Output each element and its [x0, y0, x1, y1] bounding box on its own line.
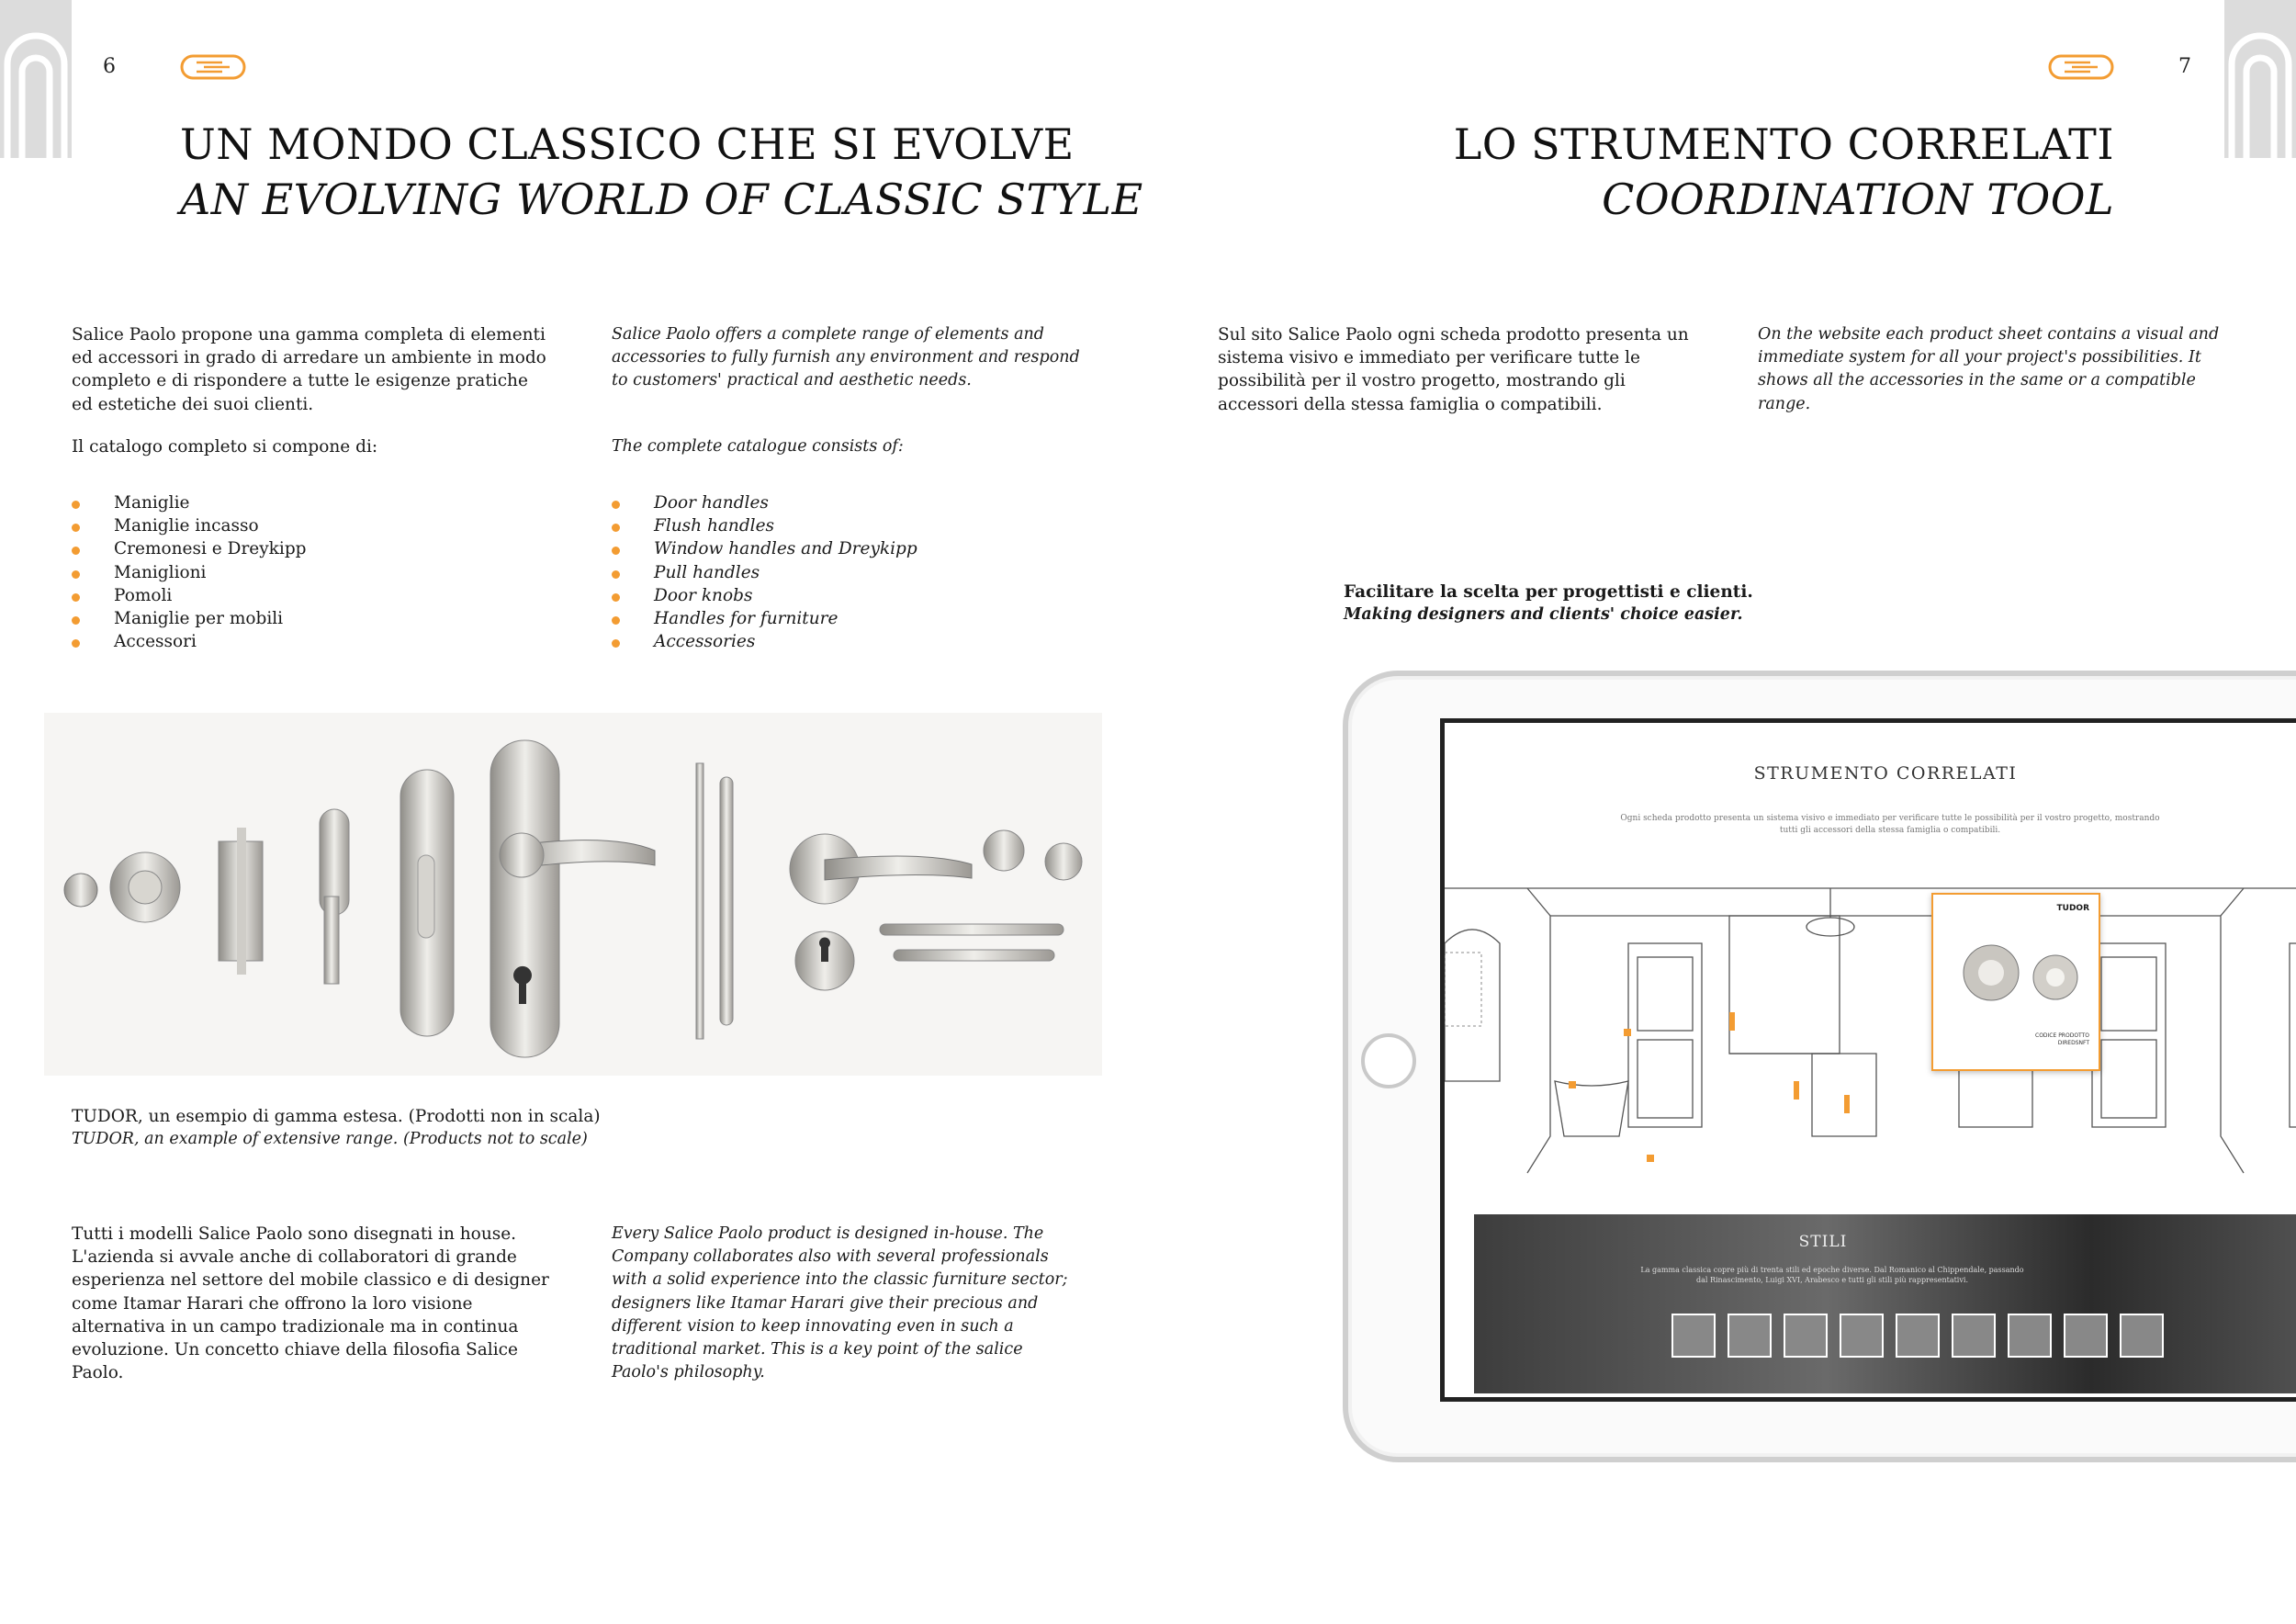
tablet-home-button — [1361, 1033, 1416, 1088]
catalogue-it: Il catalogo completo si compone di: — [72, 437, 378, 457]
left-title-en: AN EVOLVING WORLD OF CLASSIC STYLE — [180, 175, 1143, 224]
knob-products-icon — [1950, 936, 2088, 1009]
tool-intro-en: On the website each product sheet contains a visual and immediate system for all your project's possibilities. It shows all the accessories in the same or a compatible range. — [1758, 325, 2220, 413]
style-icon[interactable] — [1671, 1314, 1716, 1358]
style-icons — [1671, 1314, 2164, 1358]
left-title-it: UN MONDO CLASSICO CHE SI EVOLVE — [180, 119, 1075, 169]
right-title-en: COORDINATION TOOL — [1602, 175, 2114, 224]
list-item: Door handles — [610, 491, 917, 514]
list-item: Cremonesi e Dreykipp — [70, 537, 307, 560]
style-icon[interactable] — [2064, 1314, 2108, 1358]
list-item: Maniglie incasso — [70, 514, 307, 537]
catalogue-en: The complete catalogue consists of: — [612, 437, 904, 456]
list-item: Window handles and Dreykipp — [610, 537, 917, 560]
catalogue-list-en — [610, 491, 917, 653]
style-icon[interactable] — [1952, 1314, 1996, 1358]
list-item: Door knobs — [610, 584, 917, 607]
arch-icon — [2224, 0, 2296, 158]
style-icon[interactable] — [1784, 1314, 1828, 1358]
caption-it: TUDOR, un esempio di gamma estesa. (Prodotti non in scala) — [72, 1107, 601, 1126]
caption-en: TUDOR, an example of extensive range. (Products not to scale) — [72, 1130, 588, 1148]
related-products-popup[interactable] — [1931, 893, 2100, 1071]
list-item: Handles for furniture — [610, 607, 917, 630]
page-number-right: 7 — [2178, 55, 2191, 78]
design-text-en: Every Salice Paolo product is designed in-house. The Company collaborates also with several professionals with a solid experience into the classic furniture sector; designers like Itamar Harari give their precious and different vision to keep innovating even in such a traditional market. This is a key point of the salice Paolo's philosophy. — [612, 1224, 1068, 1382]
catalogue-list-it — [70, 491, 307, 653]
screen-title: STRUMENTO CORRELATI — [1753, 763, 2018, 784]
arch-icon — [0, 0, 72, 158]
left-page-tab — [0, 0, 72, 158]
tudor-product-photo — [44, 713, 1102, 1076]
list-item: Pomoli — [70, 584, 307, 607]
tagline-en: Making designers and clients' choice easier. — [1344, 605, 1743, 624]
intro-it: Salice Paolo propone una gamma completa di elementi ed accessori in grado di arredare un ambiente in modo completo e di rispondere a tutte le esigenze pratiche ed estetiche dei suoi clienti. — [72, 325, 546, 414]
styles-title: STILI — [1798, 1233, 1848, 1251]
page-number-left: 6 — [103, 55, 116, 78]
list-item: Accessori — [70, 630, 307, 653]
style-icon[interactable] — [1728, 1314, 1772, 1358]
list-item: Flush handles — [610, 514, 917, 537]
style-icon[interactable] — [1840, 1314, 1884, 1358]
tablet-screen — [1440, 718, 2296, 1402]
style-icon[interactable] — [1896, 1314, 1940, 1358]
style-icon[interactable] — [2120, 1314, 2164, 1358]
brand-logo-icon — [180, 53, 246, 81]
room-illustration — [1445, 861, 2296, 1191]
popup-brand: TUDOR — [2056, 904, 2089, 913]
design-text-it: Tutti i modelli Salice Paolo sono disegnati in house. L'azienda si avvale anche di collaboratori di grande esperienza nel settore del mobile classico e di designer come Itamar Harari che offrono la loro visione alternativa in un campo tradizionale ma in continua evoluzione. Un concetto chiave della filosofia Salice Paolo. — [72, 1224, 549, 1383]
tool-intro-it: Sul sito Salice Paolo ogni scheda prodotto presenta un sistema visivo e immediato per verificare tutte le possibilità per il vostro progetto, mostrando gli accessori della stessa famiglia o compatibili. — [1218, 325, 1689, 414]
list-item: Maniglioni — [70, 561, 307, 584]
list-item: Maniglie — [70, 491, 307, 514]
screen-subtitle: Ogni scheda prodotto presenta un sistema visivo e immediato per verificare tutte le possibilità per il vostro progetto, mostrando tutti gli accessori della stessa famiglia o compatibili. — [1620, 814, 2160, 835]
list-item: Accessories — [610, 630, 917, 653]
brand-logo-icon — [2048, 53, 2114, 81]
list-item: Maniglie per mobili — [70, 607, 307, 630]
styles-banner — [1474, 1214, 2296, 1393]
right-title-it: LO STRUMENTO CORRELATI — [1453, 119, 2114, 169]
popup-code: CODICE PRODOTTO DIREDSNFT — [2035, 1032, 2089, 1046]
intro-en: Salice Paolo offers a complete range of elements and accessories to fully furnish any environment and respond to customers' practical and aesthetic needs. — [612, 325, 1080, 390]
style-icon[interactable] — [2008, 1314, 2052, 1358]
styles-subtitle: La gamma classica copre più di trenta stili ed epoche diverse. Dal Romanico al Chippendale, passando dal Rinascimento, Luigi XVI, Arabesco e tutti gli stili più rappresentativi. — [1640, 1266, 2024, 1284]
right-page-tab — [2224, 0, 2296, 158]
list-item: Pull handles — [610, 561, 917, 584]
tagline-it: Facilitare la scelta per progettisti e clienti. — [1344, 582, 1753, 602]
